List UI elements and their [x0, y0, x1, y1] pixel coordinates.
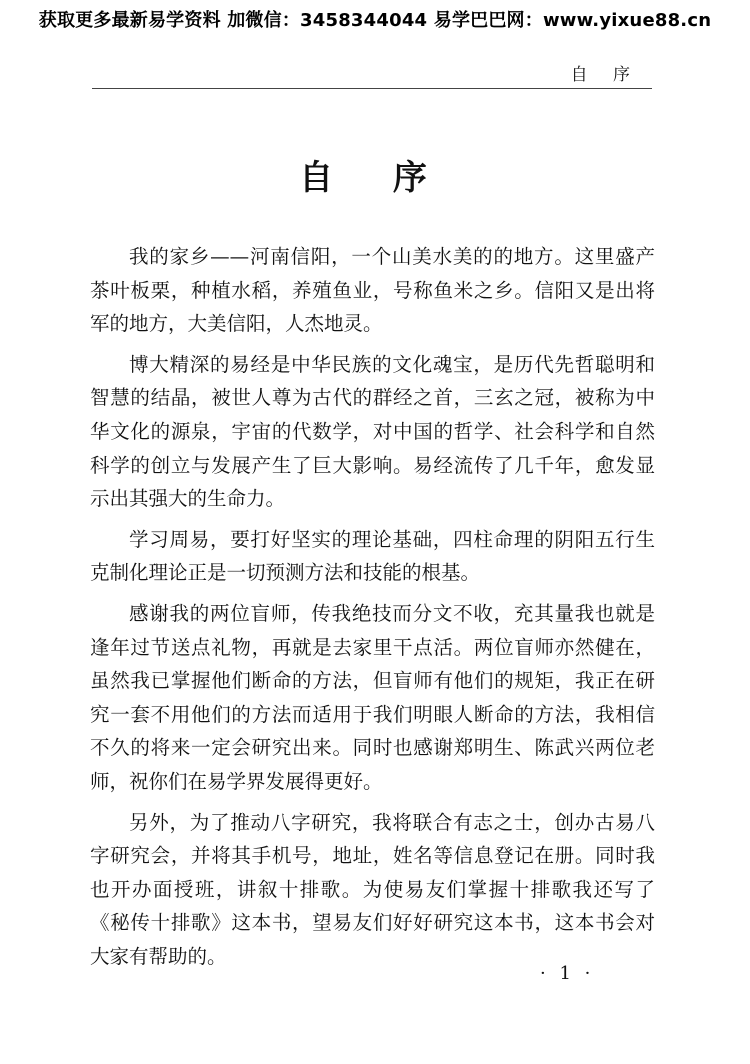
paragraph: 另外，为了推动八字研究，我将联合有志之士，创办古易八字研究会，并将其手机号，地址，姓名等信息登记在册。同时我也开办面授班，讲叙十排歌。为使易友们掌握十排歌我还写了《秘传十排歌》这本书，望易友们好好研究这本书，这本书会对大家有帮助的。: [90, 810, 655, 968]
chapter-title: 自 序: [299, 158, 451, 198]
running-header: 自 序: [570, 65, 640, 85]
watermark-banner: 获取更多最新易学资料 加微信：3458344044 易学巴巴网：www.yixue88.cn: [38, 10, 712, 31]
header-rule: [92, 88, 652, 89]
body-text: [90, 240, 655, 980]
paragraph: 学习周易，要打好坚实的理论基础，四柱命理的阴阳五行生克制化理论正是一切预测方法和技能的根基。: [90, 527, 655, 585]
page-number: · 1 ·: [540, 963, 595, 984]
paragraph: 感谢我的两位盲师，传我绝技而分文不收，充其量我也就是逢年过节送点礼物，再就是去家里干点活。两位盲师亦然健在，虽然我已掌握他们断命的方法，但盲师有他们的规矩，我正在研究一套不用他们的方法而适用于我们明眼人断命的方法，我相信不久的将来一定会研究出来。同时也感谢郑明生、陈武兴两位老师，祝你们在易学界发展得更好。: [90, 601, 655, 793]
paragraph: 我的家乡——河南信阳，一个山美水美的的地方。这里盛产茶叶板栗，种植水稻，养殖鱼业，号称鱼米之乡。信阳又是出将军的地方，大美信阳，人杰地灵。: [90, 245, 655, 336]
paragraph: 博大精深的易经是中华民族的文化魂宝，是历代先哲聪明和智慧的结晶，被世人尊为古代的群经之首，三玄之冠，被称为中华文化的源泉，宇宙的代数学，对中国的哲学、社会科学和自然科学的创立与发展产生了巨大影响。易经流传了几千年，愈发显示出其强大的生命力。: [90, 352, 655, 511]
